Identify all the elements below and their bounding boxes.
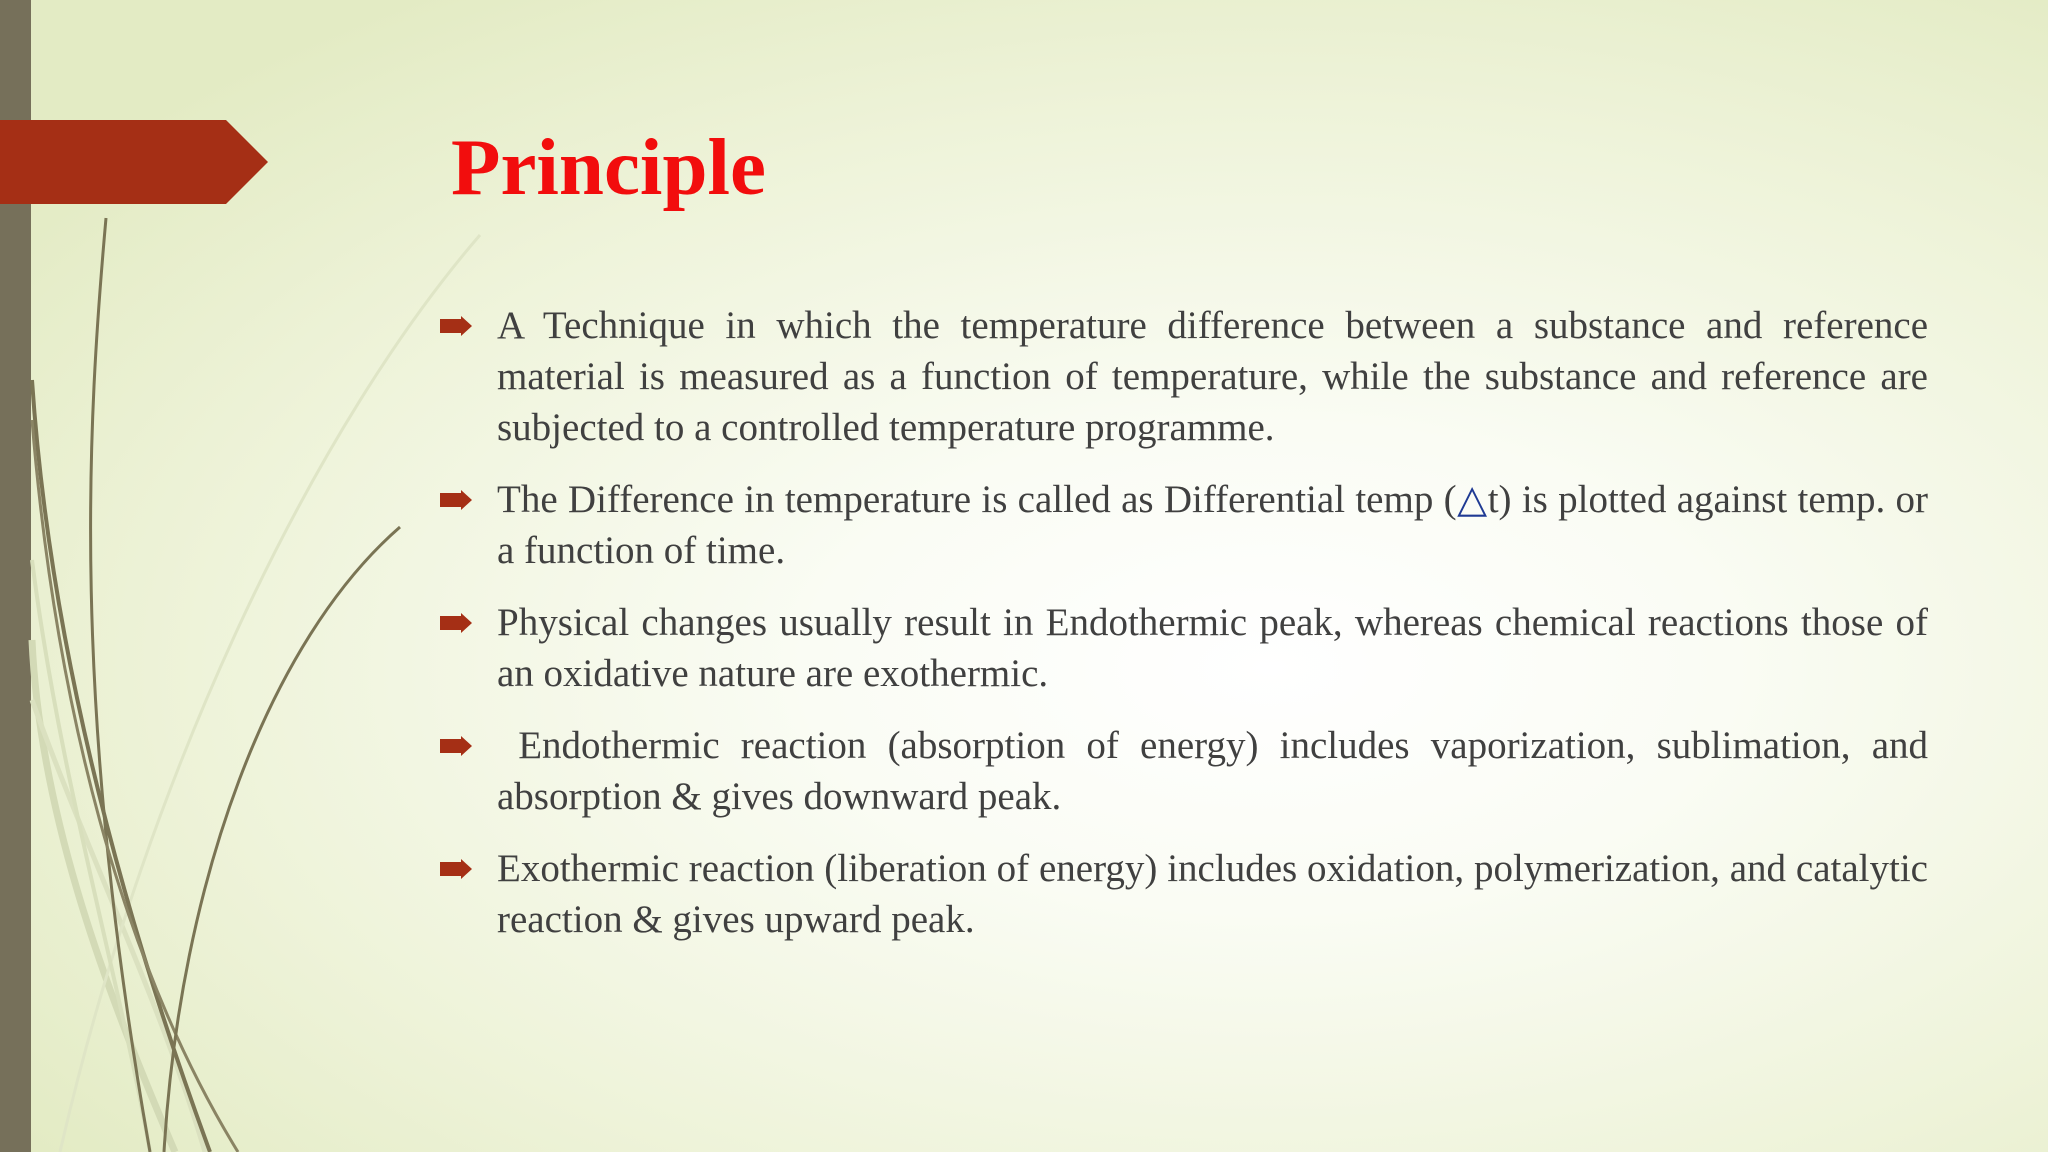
delta-symbol: △ bbox=[1456, 478, 1488, 521]
bullet-item bbox=[440, 843, 1928, 945]
bullet-text: Exothermic reaction (liberation of energy) includes oxidation, polymerization, and catalytic reaction & gives upward peak. bbox=[497, 847, 1928, 941]
arrow-bullet-icon bbox=[440, 613, 472, 633]
bullet-text: A Technique in which the temperature difference between a substance and reference material is measured as a function of temperature, while the substance and reference are subjected to a controlled temperature programme. bbox=[497, 304, 1928, 449]
bullet-text: The Difference in temperature is called as Differential temp ( bbox=[497, 478, 1457, 521]
arrow-bullet-icon bbox=[440, 316, 472, 336]
bullet-list bbox=[440, 300, 1938, 966]
bullet-item bbox=[440, 300, 1928, 453]
bullet-text: t) is plotted against temp. or a function of time. bbox=[497, 478, 1929, 572]
arrow-bullet-icon bbox=[440, 490, 472, 510]
bullet-text: Endothermic reaction (absorption of energy) includes vaporization, sublimation, and absorption & gives downward peak. bbox=[497, 724, 1938, 818]
bullet-item bbox=[440, 597, 1928, 699]
arrow-bullet-icon bbox=[440, 736, 472, 756]
bullet-item bbox=[440, 474, 1928, 576]
bullet-item bbox=[440, 720, 1938, 822]
bullet-text: Physical changes usually result in Endothermic peak, whereas chemical reactions those of an oxidative nature are exothermic. bbox=[497, 601, 1928, 695]
title-arrow-banner bbox=[0, 120, 268, 204]
slide-title: Principle bbox=[451, 122, 766, 212]
arrow-bullet-icon bbox=[440, 859, 472, 879]
